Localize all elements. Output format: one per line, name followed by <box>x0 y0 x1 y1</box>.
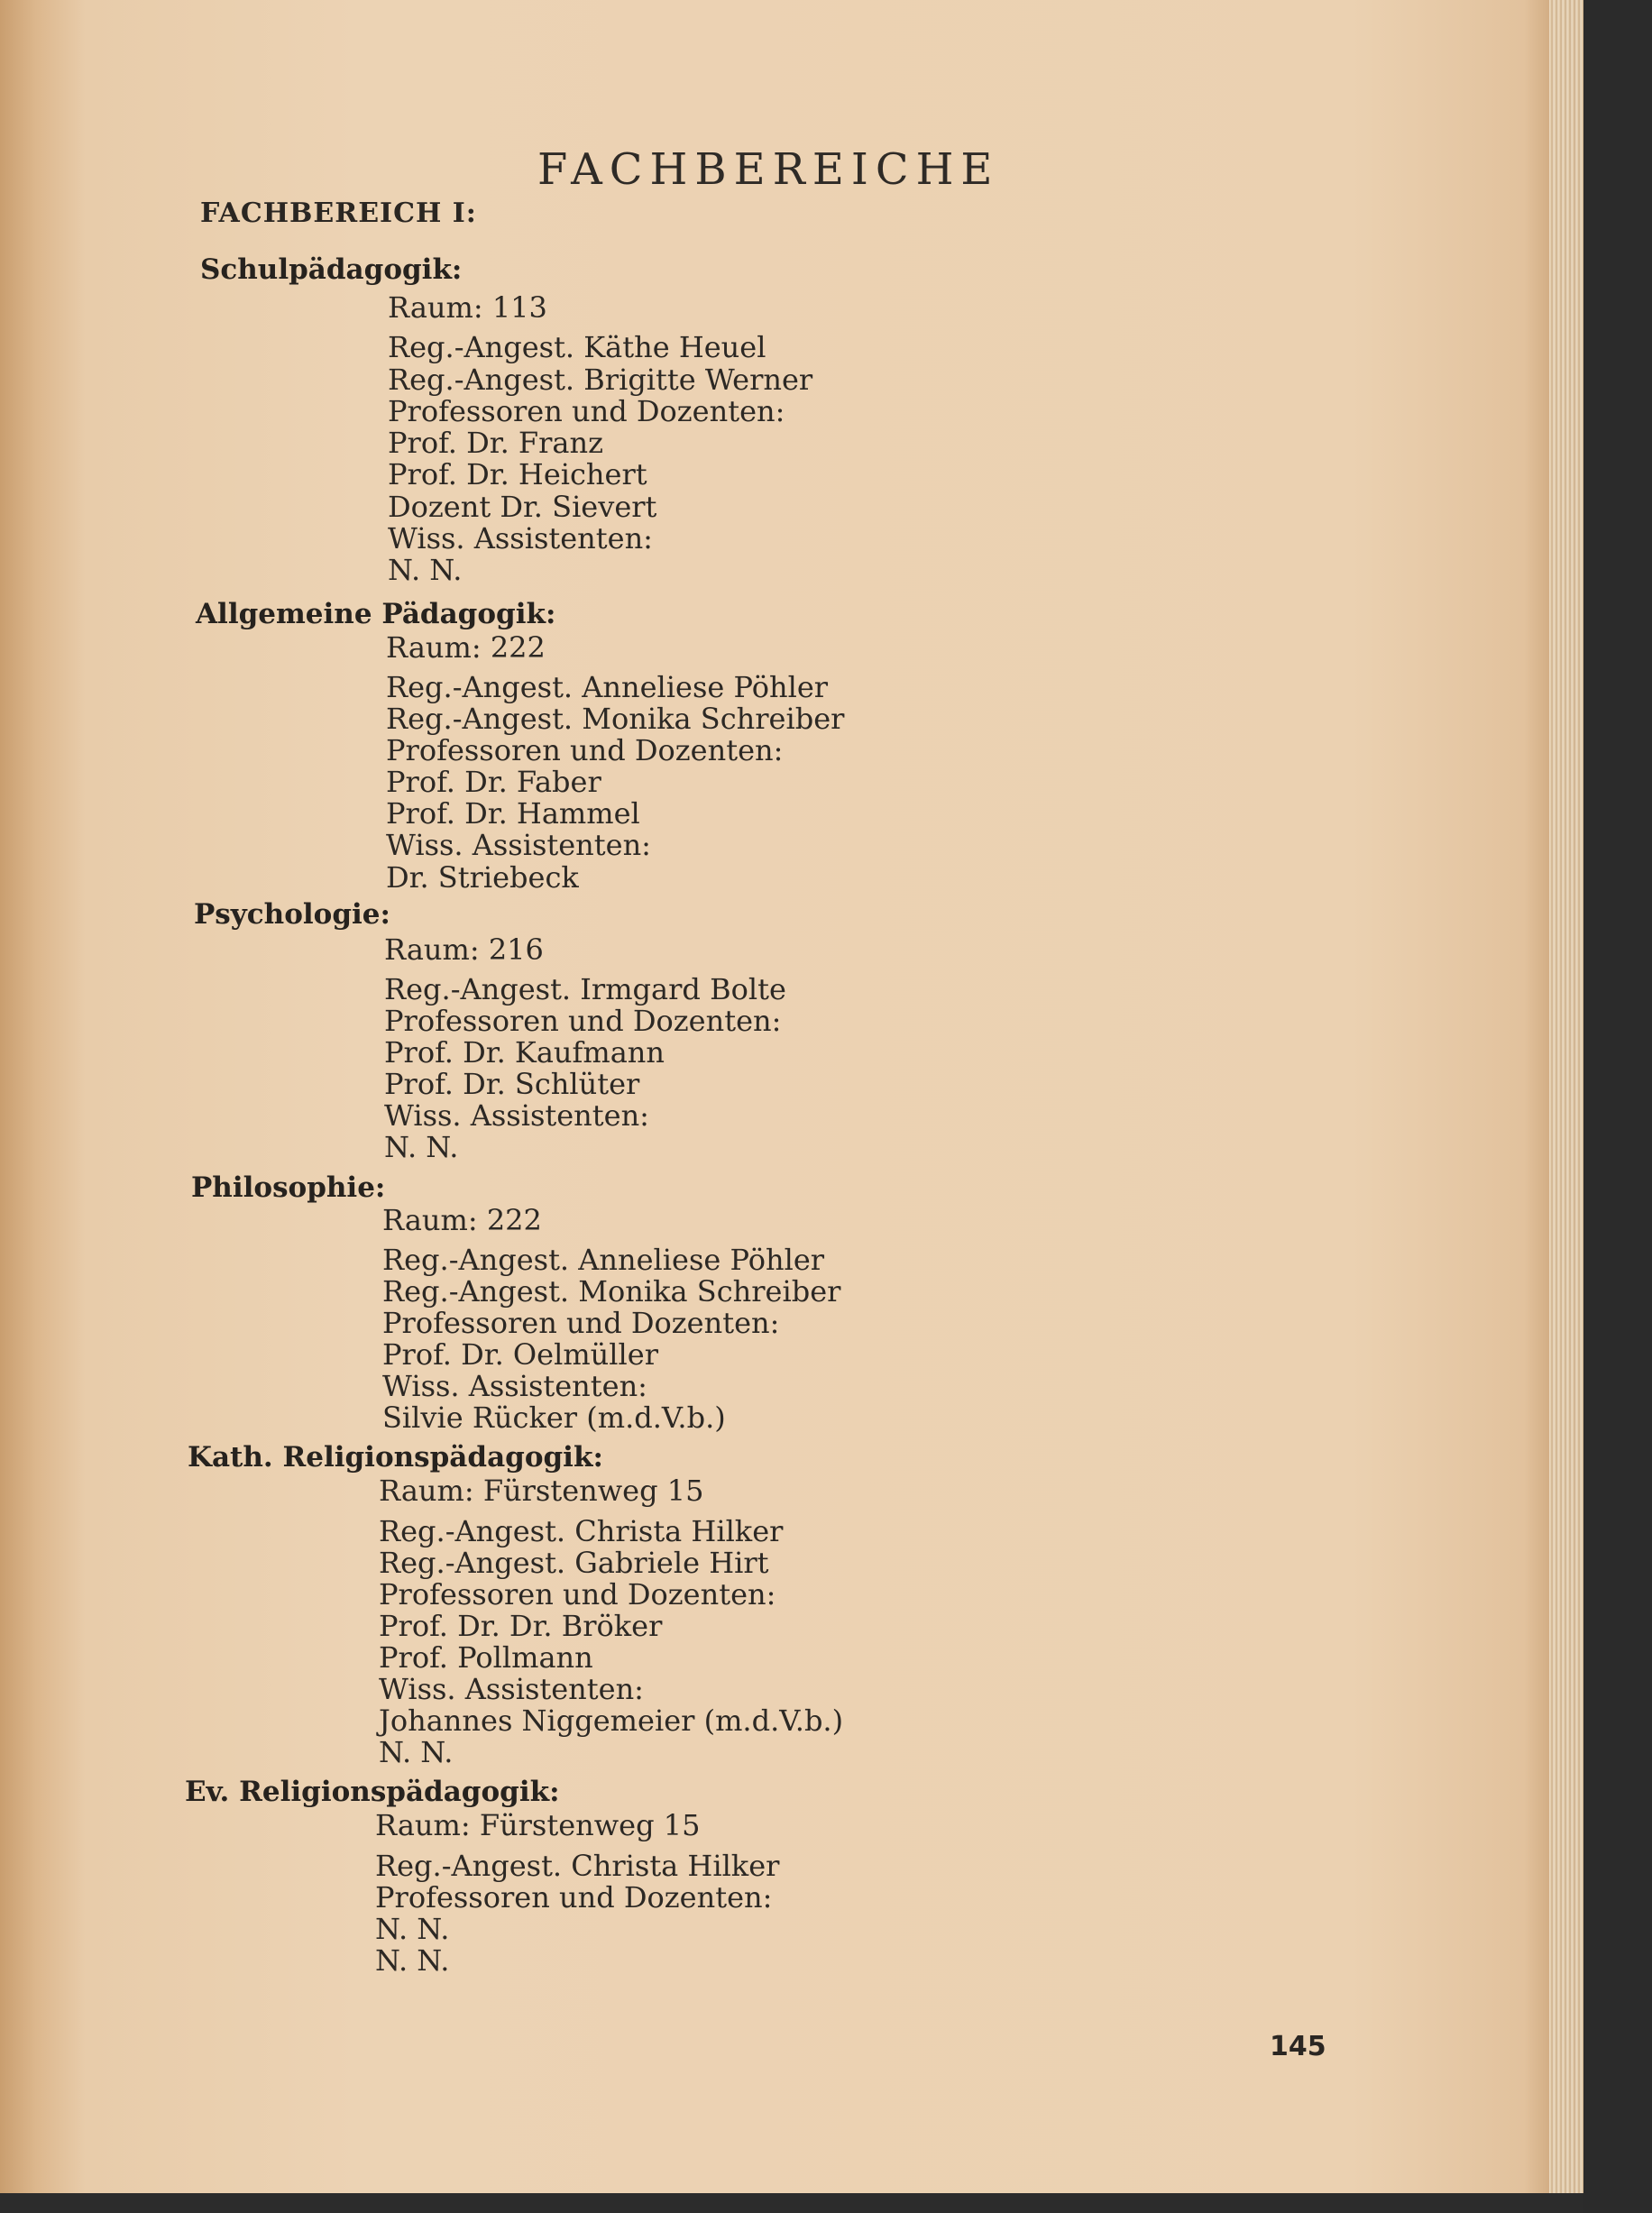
entry-line: Reg.-Angest. Anneliese Pöhler <box>382 1243 825 1277</box>
entry-line: Reg.-Angest. Monika Schreiber <box>386 702 845 736</box>
entry-line: Wiss. Assistenten: <box>379 1672 644 1706</box>
subsection-heading: Psychologie: <box>194 898 390 931</box>
subsection-heading: Ev. Religionspädagogik: <box>185 1776 560 1808</box>
entry-line: Dozent Dr. Sievert <box>388 490 657 524</box>
entry-line: Professoren und Dozenten: <box>384 1004 782 1038</box>
entry-line: Professoren und Dozenten: <box>386 733 784 767</box>
entry-line: Reg.-Angest. Brigitte Werner <box>388 363 813 397</box>
scan-background <box>1583 0 1652 2213</box>
entry-line: Johannes Niggemeier (m.d.V.b.) <box>379 1703 844 1738</box>
entry-line: Reg.-Angest. Monika Schreiber <box>382 1274 841 1309</box>
entry-line: Reg.-Angest. Christa Hilker <box>375 1849 780 1883</box>
entry-line: Reg.-Angest. Irmgard Bolte <box>384 972 786 1006</box>
page-number: 145 <box>1270 2031 1326 2062</box>
entry-line: Wiss. Assistenten: <box>382 1369 647 1403</box>
entry-line: Prof. Dr. Dr. Bröker <box>379 1609 663 1643</box>
entry-line: Raum: 222 <box>386 630 546 665</box>
entry-line: Wiss. Assistenten: <box>388 521 653 556</box>
entry-line: Prof. Pollmann <box>379 1640 593 1675</box>
entry-line: Prof. Dr. Kaufmann <box>384 1035 665 1070</box>
entry-line: Professoren und Dozenten: <box>382 1306 780 1340</box>
subsection-heading: Philosophie: <box>191 1171 386 1204</box>
entry-line: Prof. Dr. Oelmüller <box>382 1337 658 1372</box>
subsection-heading: Allgemeine Pädagogik: <box>196 598 556 630</box>
entry-line: Silvie Rücker (m.d.V.b.) <box>382 1400 726 1435</box>
entry-line: Prof. Dr. Faber <box>386 765 601 799</box>
entry-line: Professoren und Dozenten: <box>388 394 785 428</box>
entry-line: Raum: 113 <box>388 290 547 325</box>
subsection-heading: Kath. Religionspädagogik: <box>188 1441 603 1474</box>
entry-line: Prof. Dr. Heichert <box>388 457 647 491</box>
section-heading: FACHBEREICH I: <box>200 197 477 229</box>
scan-background-bottom <box>0 2193 1583 2213</box>
entry-line: Raum: 216 <box>384 932 544 967</box>
entry-line: Reg.-Angest. Christa Hilker <box>379 1514 784 1548</box>
entry-line: N. N. <box>384 1130 459 1164</box>
entry-line: Prof. Dr. Hammel <box>386 796 640 831</box>
entry-line: Prof. Dr. Schlüter <box>384 1067 640 1101</box>
entry-line: N. N. <box>375 1943 450 1978</box>
entry-line: Dr. Striebeck <box>386 860 579 895</box>
entry-line: Raum: 222 <box>382 1203 542 1237</box>
entry-line: N. N. <box>375 1912 450 1946</box>
entry-line: Raum: Fürstenweg 15 <box>375 1808 701 1842</box>
entry-line: Raum: Fürstenweg 15 <box>379 1474 704 1508</box>
entry-line: Professoren und Dozenten: <box>379 1577 776 1612</box>
entry-line: Professoren und Dozenten: <box>375 1880 773 1915</box>
entry-line: Wiss. Assistenten: <box>384 1098 649 1133</box>
page-edges <box>1549 0 1583 2213</box>
entry-line: Wiss. Assistenten: <box>386 828 651 862</box>
entry-line: N. N. <box>379 1735 454 1769</box>
subsection-heading: Schulpädagogik: <box>200 253 463 286</box>
entry-line: Reg.-Angest. Gabriele Hirt <box>379 1546 769 1580</box>
entry-line: Prof. Dr. Franz <box>388 426 603 460</box>
entry-line: Reg.-Angest. Anneliese Pöhler <box>386 670 829 704</box>
entry-line: Reg.-Angest. Käthe Heuel <box>388 330 766 364</box>
entry-line: N. N. <box>388 553 463 587</box>
page-title: FACHBEREICHE <box>537 144 1000 195</box>
